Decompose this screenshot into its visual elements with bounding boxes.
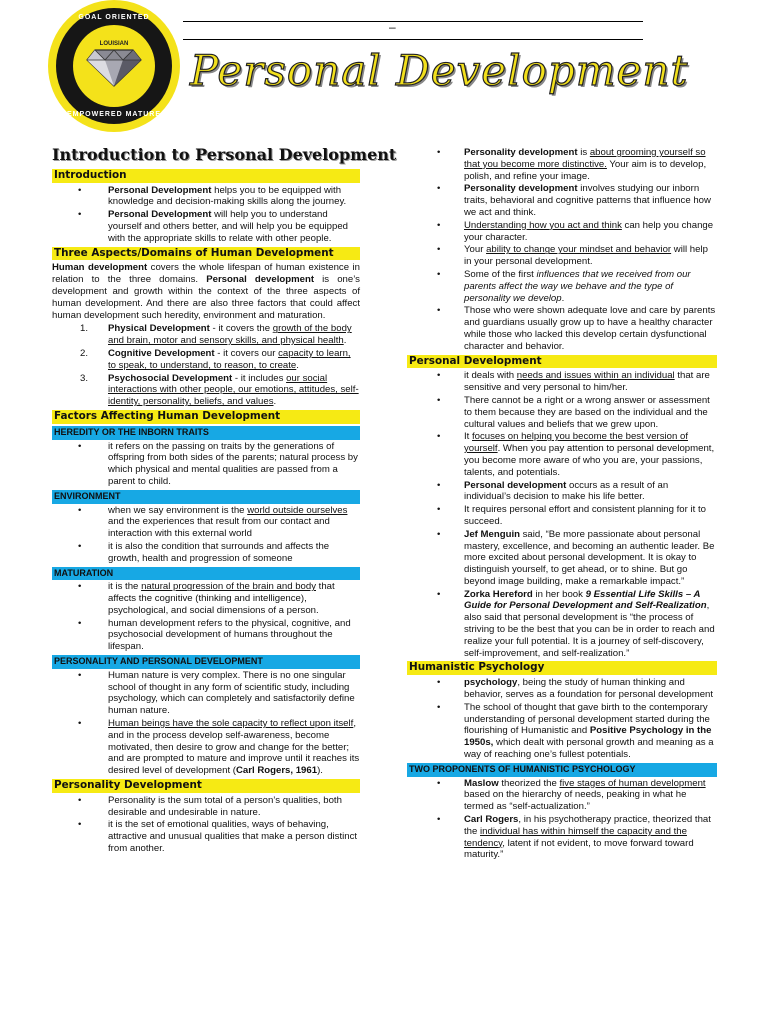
right-column <box>407 147 717 863</box>
list-item: • Maslow theorized the five stages of human development based on the hierarchy of needs, peaking in what he termed as “self-actualization.” <box>407 778 717 813</box>
personality-development-list <box>52 795 360 855</box>
personality-development-continued-list <box>407 147 717 353</box>
logo-inner-text: LOUISIAN <box>99 41 129 47</box>
heading-humanistic-psychology: Humanistic Psychology <box>407 661 717 675</box>
list-item: • Jef Menguin said, “Be more passionate about personal mastery, excellence, and becoming an authentic leader. Be more excited about personal development. It is okay to distinguish yourself, to get ahead, or to shine. But go beyond image building, make a remarkable impact.” <box>407 529 717 588</box>
environment-list <box>52 505 360 565</box>
list-item: • Personal Development helps you to be equipped with knowledge and decision-making skills along the journey. <box>52 185 360 209</box>
heading-factors: Factors Affecting Human Development <box>52 410 360 424</box>
page-title: Personal Development <box>190 46 689 95</box>
list-item: • Carl Rogers, in his psychotherapy practice, theorized that the individual has within himself the capacity and the tendency, latent if not evident, to move forward toward maturity.” <box>407 814 717 861</box>
heredity-list <box>52 441 360 488</box>
logo-inner <box>73 25 155 107</box>
personality-list <box>52 670 360 777</box>
list-item: • it deals with needs and issues within an individual that are sensitive and very personal to him/her. <box>407 370 717 394</box>
maturation-list <box>52 581 360 653</box>
list-item: • human development refers to the physical, cognitive, and psychosocial development of humans throughout the lifespan. <box>52 618 360 653</box>
humanistic-list <box>407 677 717 761</box>
list-item: • it is also the condition that surrounds and affects the growth, health and progression of someone <box>52 541 360 565</box>
diamond-icon <box>85 44 143 88</box>
subheading-heredity: HEREDITY OR THE INBORN TRAITS <box>52 426 360 440</box>
personal-development-list <box>407 370 717 659</box>
list-item: • Personality development involves studying our inborn traits, behavioral and cognitive patterns that influence how we act and think. <box>407 183 717 218</box>
list-item: • It focuses on helping you become the best version of yourself. When you pay attention to personal development, you become more aware of who you are, your passions, talents, and potentials. <box>407 431 717 478</box>
list-item: • Human nature is very complex. There is no one singular school of thought in any form of scientific study, including psychology, which can completely and satisfactorily define human nature. <box>52 670 360 717</box>
list-item: • Personal Development will help you to understand yourself and others better, and will help you be equipped with the appropriate skills to relate with other people. <box>52 209 360 244</box>
heading-personal-development: Personal Development <box>407 355 717 369</box>
heading-introduction: Introduction <box>52 169 360 183</box>
heading-personality-development: Personality Development <box>52 779 360 793</box>
list-item: 2. Cognitive Development - it covers our capacity to learn, to speak, to understand, to reason, to create. <box>80 347 351 371</box>
list-item: • It requires personal effort and consistent planning for it to succeed. <box>407 504 717 528</box>
subheading-proponents: TWO PROPONENTS OF HUMANISTIC PSYCHOLOGY <box>407 763 717 777</box>
list-item: • it refers on the passing on traits by the generations of offspring from both sides of the parents; natural process by which physical and mental qualities are passed from a parent to child. <box>52 441 360 488</box>
list-item: • Some of the first influences that we received from our parents affect the way we behave and the type of personality we develop. <box>407 269 717 304</box>
list-item: • Human beings have the sole capacity to reflect upon itself, and in the process develop self-awareness, become motivated, then desire to grow and change for the better; and are prompted to mature and improve until it reaches its desired level of development (Carl Rogers, 1961). <box>52 718 360 777</box>
list-item: • Your ability to change your mindset and behavior will help in your personal development. <box>407 244 717 268</box>
list-item: • Understanding how you act and think can help you change your character. <box>407 220 717 244</box>
list-item: • There cannot be a right or a wrong answer or assessment to them because they are based on the individual and the cultural values and beliefs that we grew upon. <box>407 395 717 430</box>
list-item: 3. Psychosocial Development - it includes our social interactions with other people, our emotions, attitudes, self-identity, personality, beliefs, and values. <box>80 372 359 408</box>
list-item: • psychology, being the study of human thinking and behavior, serves as a foundation for personal development <box>407 677 717 701</box>
logo-ring <box>56 8 172 124</box>
list-item: • The school of thought that gave birth to the contemporary understanding of personal development started during the flourishing of Humanistic and Positive Psychology in the 1950s, which dealt with personal growth and meaning as a way of reaching one’s fullest potentials. <box>407 702 717 761</box>
logo-ring-bottom-text: EMPOWERED MATURE <box>66 111 162 118</box>
list-item: • Those who were shown adequate love and care by parents and guardians usually grow up to have a healthy character while those who lacked this develop certain dysfunctional character and behavior. <box>407 305 717 352</box>
document-title: Introduction to Personal Development <box>52 145 397 164</box>
list-item: • it is the natural progression of the brain and body that affects the cognitive (thinking and intelligence), psychological, and social dimensions of a person. <box>52 581 360 616</box>
list-item: • when we say environment is the world outside ourselves and the experiences that result from our contact and interaction with this external world <box>52 505 360 540</box>
heading-three-aspects: Three Aspects/Domains of Human Development <box>52 247 360 261</box>
proponents-list <box>407 778 717 862</box>
school-logo <box>48 0 180 132</box>
introduction-list <box>52 185 360 245</box>
list-item: • Personality development is about grooming yourself so that you become more distinctive. Your aim is to develop, polish, and refine your image. <box>407 147 717 182</box>
list-item: • it is the set of emotional qualities, ways of behaving, attractive and unusual qualities that make a person distinct from another. <box>52 819 360 854</box>
header-rule-top <box>183 21 643 22</box>
logo-ring-top-text: GOAL ORIENTED <box>78 14 150 21</box>
list-item: • Zorka Hereford in her book 9 Essential Life Skills – A Guide for Personal Development and Self-Realization, also said that personal development is “the process of striving to be the best that you can be in order to reach and realize your full potential. It is a journey of self-discovery, self-improvement, and self-realization.” <box>407 589 717 660</box>
aspects-list <box>52 323 360 408</box>
subheading-personality: PERSONALITY AND PERSONAL DEVELOPMENT <box>52 655 360 669</box>
three-aspects-paragraph: Human development covers the whole lifespan of human existence in relation to the three domains. Personal development is one’s development and growth within the context of the three aspects of human development. And there are also three factors that could affect human development such heredity, environment and maturation. <box>52 262 360 321</box>
list-item: 1. Physical Development - it covers the growth of the body and brain, motor and sensory skills, and physical health. <box>80 323 352 347</box>
subheading-environment: ENVIRONMENT <box>52 490 360 504</box>
left-column <box>52 145 397 857</box>
header-rule-bottom <box>183 39 643 40</box>
list-item: • Personal development occurs as a result of an individual’s decision to make his life better. <box>407 480 717 504</box>
subheading-maturation: MATURATION <box>52 567 360 581</box>
list-item: • Personality is the sum total of a person’s qualities, both desirable and undesirable in nature. <box>52 795 360 819</box>
header-dash: – <box>389 20 396 34</box>
